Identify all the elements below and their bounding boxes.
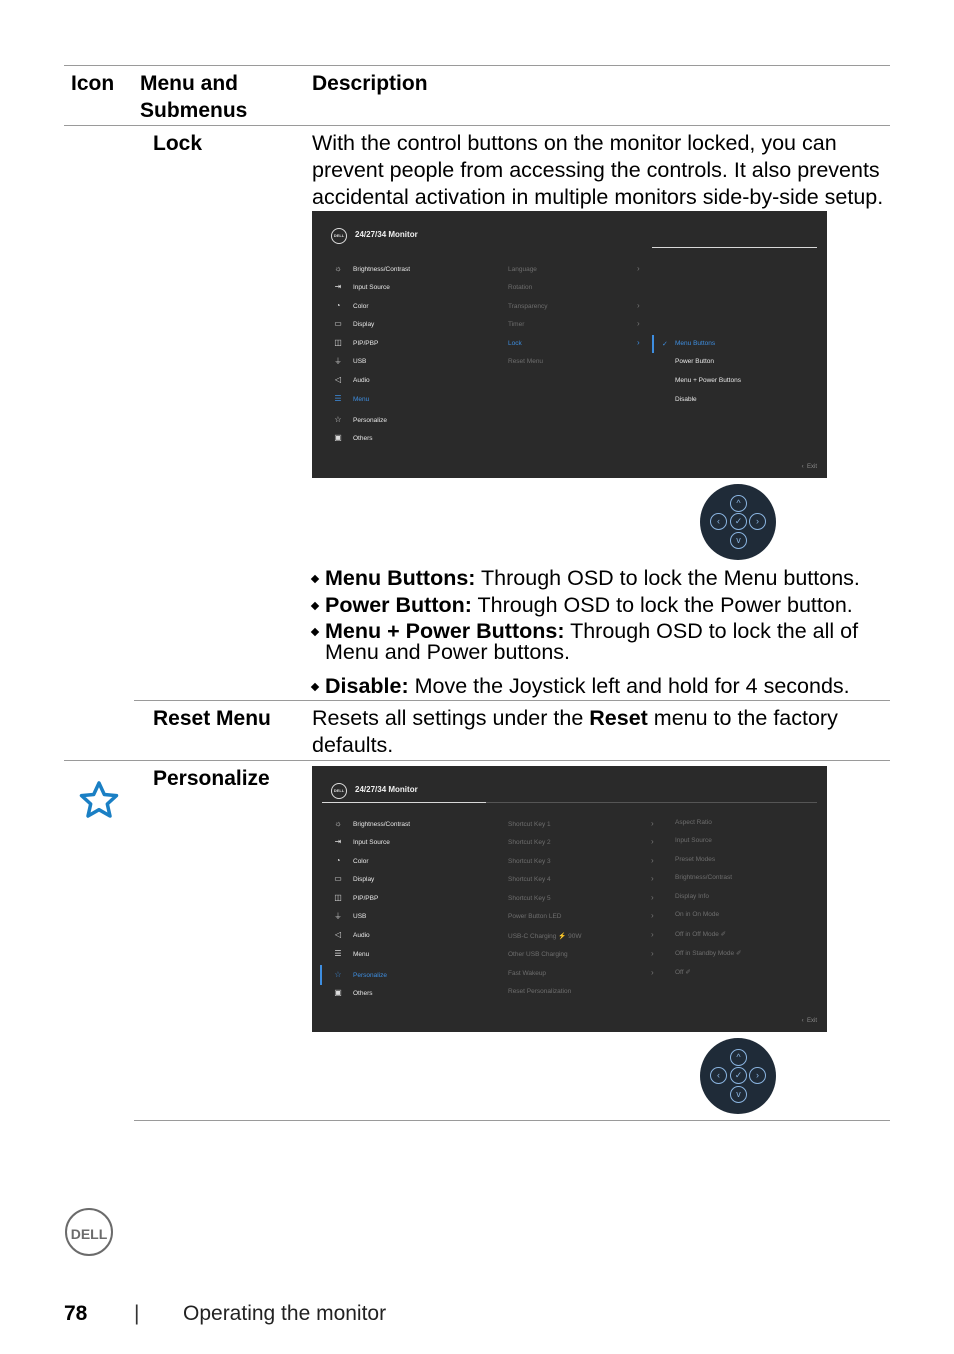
brightness-icon: ☼: [334, 819, 342, 828]
header-description: Description: [312, 72, 428, 95]
color-icon: ◔: [335, 301, 341, 310]
osd-selection-bar: [652, 335, 654, 353]
usb-icon: ⏚: [334, 912, 342, 921]
osd-title-line: [486, 802, 817, 803]
chevron-right-icon: ›: [651, 837, 654, 846]
check-icon: ✓: [662, 341, 668, 348]
audio-icon: ◁: [334, 375, 342, 384]
osd-value: Off in Standby Mode ✐: [675, 950, 742, 957]
osd-menu-item: Audio: [353, 932, 370, 939]
pip-pbp-icon: ◫: [334, 893, 342, 902]
input-source-icon: ⇥: [334, 282, 342, 291]
osd-submenu-item: Timer: [508, 321, 525, 328]
osd-submenu-item: Reset Personalization: [508, 988, 572, 995]
osd-menu-item: USB: [353, 913, 367, 920]
osd-value: Off ✐: [675, 969, 691, 976]
chevron-right-icon: ›: [637, 319, 640, 328]
osd-exit: ‹ Exit: [801, 464, 817, 470]
osd-dell-logo: DELL: [331, 228, 347, 244]
osd-menu-item: Brightness/Contrast: [353, 266, 411, 273]
osd-menu-item: USB: [353, 358, 367, 365]
lock-bottom-rule: [134, 700, 890, 701]
bullet-diamond-icon: [311, 628, 319, 636]
osd-submenu-item: USB-C Charging ⚡ 90W: [508, 933, 582, 940]
lock-label: Lock: [153, 132, 203, 155]
osd-menu-item: Input Source: [353, 284, 390, 291]
color-icon: ◔: [335, 856, 341, 865]
chevron-right-icon: ›: [637, 338, 640, 347]
osd-menu-item: Color: [353, 858, 369, 865]
osd-submenu-item: Other USB Charging: [508, 951, 568, 958]
chevron-right-icon: ›: [637, 301, 640, 310]
joystick-down-icon: v: [730, 532, 747, 549]
others-icon: ▣: [334, 433, 342, 442]
osd-value: Brightness/Contrast: [675, 874, 733, 881]
reset-bottom-rule: [64, 760, 890, 761]
joystick-right-icon: ›: [749, 513, 766, 530]
top-rule: [64, 65, 890, 66]
osd-submenu-item: Shortcut Key 4: [508, 876, 551, 883]
osd-submenu-item: Reset Menu: [508, 358, 544, 365]
osd-personalize-screen: [312, 766, 827, 1032]
bullet-diamond-icon: [311, 575, 319, 583]
joystick-down-icon: v: [730, 1086, 747, 1103]
osd-value: On in On Mode: [675, 911, 720, 918]
joystick-center-icon: ✓: [730, 1067, 747, 1084]
osd-value: Input Source: [675, 837, 712, 844]
reset-menu-label: Reset Menu: [153, 707, 271, 730]
osd-value: Display Info: [675, 893, 709, 900]
osd-value: Preset Modes: [675, 856, 716, 863]
bullet-power-button: Power Button: Through OSD to lock the Power button.: [312, 595, 887, 616]
osd-menu-item: Display: [353, 321, 375, 328]
osd-menu-item: Input Source: [353, 839, 390, 846]
joystick-left-icon: ‹: [710, 1067, 727, 1084]
input-source-icon: ⇥: [334, 837, 342, 846]
osd-submenu-item: Shortcut Key 3: [508, 858, 551, 865]
osd-value: Aspect Ratio: [675, 819, 712, 826]
osd-menu-item: Others: [353, 435, 373, 442]
header-menu: Menu and Submenus: [140, 72, 248, 122]
table-bottom-rule: [134, 1120, 890, 1121]
bullet-menu-power-buttons: Menu + Power Buttons: Through OSD to lock the all of Menu and Power buttons.: [312, 621, 887, 663]
osd-title-line: [652, 247, 817, 248]
chevron-right-icon: ›: [651, 968, 654, 977]
dell-logo: DELL: [65, 1208, 113, 1256]
osd-submenu-item: Power Button LED: [508, 913, 562, 920]
osd-submenu-item: Rotation: [508, 284, 533, 291]
joystick-left-icon: ‹: [710, 513, 727, 530]
osd-value: Off in Off Mode ✐: [675, 931, 727, 938]
osd-submenu-item: Shortcut Key 2: [508, 839, 551, 846]
chevron-right-icon: ›: [651, 856, 654, 865]
leaf-icon: ✐: [685, 969, 691, 976]
osd-menu-item: Color: [353, 303, 369, 310]
leaf-icon: ✐: [735, 950, 742, 957]
osd-menu-item: Brightness/Contrast: [353, 821, 411, 828]
footer-section-title: Operating the monitor: [183, 1302, 387, 1325]
bullet-menu-buttons: Menu Buttons: Through OSD to lock the Menu buttons.: [312, 568, 887, 589]
bullet-diamond-icon: [311, 602, 319, 610]
star-icon: ☆: [334, 970, 342, 979]
lock-description: With the control buttons on the monitor locked, you can prevent people from accessing the controls. It also prevents accidental activation in multiple monitors side-by-side setup.: [312, 131, 884, 209]
osd-option: Disable: [675, 396, 697, 403]
chevron-left-icon: ‹: [801, 1018, 804, 1024]
osd-submenu-item: Fast Wakeup: [508, 970, 547, 977]
menu-icon: ☰: [334, 394, 342, 403]
leaf-icon: ✐: [720, 931, 727, 938]
osd-menu-item: Menu: [353, 396, 370, 403]
chevron-left-icon: ‹: [801, 464, 804, 470]
audio-icon: ◁: [334, 930, 342, 939]
osd-submenu-item: Shortcut Key 1: [508, 821, 551, 828]
joystick-diagram: [700, 1038, 776, 1114]
personalize-star-icon: [78, 780, 120, 820]
osd-title: 24/27/34 Monitor: [355, 785, 418, 794]
osd-title: 24/27/34 Monitor: [355, 230, 418, 239]
chevron-right-icon: ›: [651, 819, 654, 828]
header-rule: [64, 125, 890, 126]
page-number: 78: [64, 1302, 88, 1325]
joystick-up-icon: ^: [730, 1049, 747, 1066]
osd-lock-screen: [312, 211, 827, 478]
joystick-up-icon: ^: [730, 495, 747, 512]
osd-option: Menu + Power Buttons: [675, 377, 741, 384]
osd-selection-bar: [320, 965, 322, 985]
chevron-right-icon: ›: [651, 874, 654, 883]
reset-menu-description: Resets all settings under the Reset menu to the factory defaults.: [312, 706, 838, 757]
menu-icon: ☰: [334, 949, 342, 958]
header-icon: Icon: [71, 72, 115, 95]
bullet-diamond-icon: [311, 683, 319, 691]
osd-option: Menu Buttons: [675, 340, 716, 347]
osd-option: Power Button: [675, 358, 715, 365]
osd-menu-item: Others: [353, 990, 373, 997]
osd-submenu-item: Lock: [508, 340, 522, 347]
star-icon: ☆: [334, 415, 342, 424]
personalize-label: Personalize: [153, 767, 270, 790]
joystick-diagram: [700, 484, 776, 560]
footer-separator: |: [134, 1302, 140, 1325]
osd-menu-item: Personalize: [353, 417, 387, 424]
chevron-right-icon: ›: [651, 930, 654, 939]
others-icon: ▣: [334, 988, 342, 997]
osd-menu-item: PIP/PBP: [353, 895, 379, 902]
osd-menu-item: PIP/PBP: [353, 340, 379, 347]
display-icon: ▭: [334, 319, 342, 328]
bullet-disable: Disable: Move the Joystick left and hold for 4 seconds.: [312, 676, 887, 697]
osd-submenu-item: Language: [508, 266, 537, 273]
brightness-icon: ☼: [334, 264, 342, 273]
osd-submenu-item: Shortcut Key 5: [508, 895, 551, 902]
osd-menu-item: Personalize: [353, 972, 387, 979]
usb-icon: ⏚: [334, 357, 342, 366]
osd-title-line: [322, 802, 486, 803]
joystick-right-icon: ›: [749, 1067, 766, 1084]
osd-menu-item: Display: [353, 876, 375, 883]
osd-submenu-item: Transparency: [508, 303, 548, 310]
chevron-right-icon: ›: [637, 264, 640, 273]
chevron-right-icon: ›: [651, 893, 654, 902]
osd-menu-item: Audio: [353, 377, 370, 384]
joystick-center-icon: ✓: [730, 513, 747, 530]
display-icon: ▭: [334, 874, 342, 883]
pip-pbp-icon: ◫: [334, 338, 342, 347]
chevron-right-icon: ›: [651, 911, 654, 920]
chevron-right-icon: ›: [651, 949, 654, 958]
osd-exit: ‹ Exit: [801, 1018, 817, 1024]
osd-dell-logo: DELL: [331, 783, 347, 799]
osd-menu-item: Menu: [353, 951, 370, 958]
